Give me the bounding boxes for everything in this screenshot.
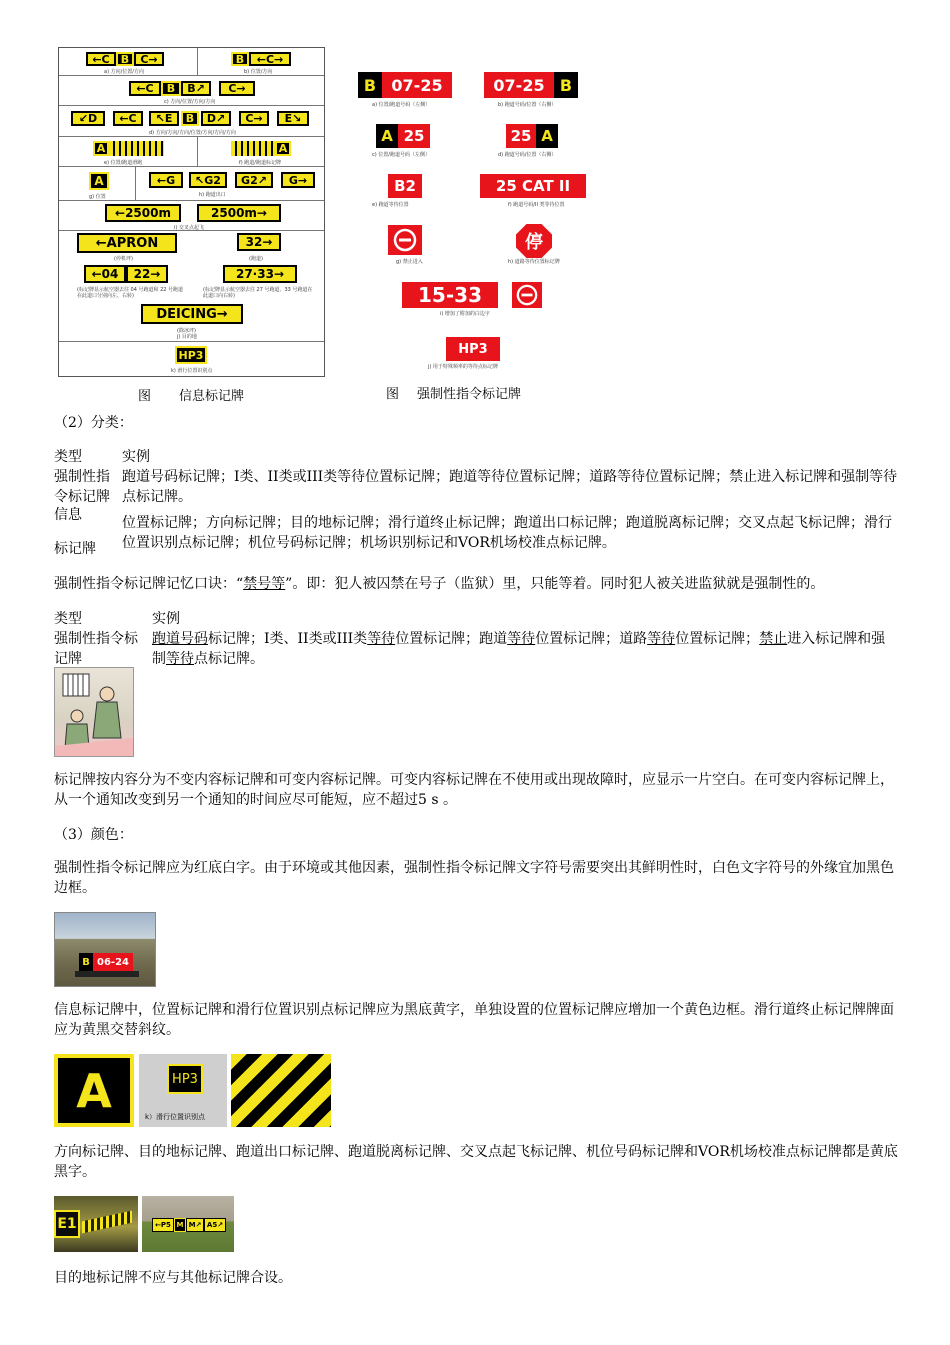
- location-sign: E1: [54, 1210, 80, 1238]
- sign-runway-designation: 07-25: [382, 72, 452, 98]
- figure-row: [59, 201, 324, 231]
- red-sign-paragraph: 强制性指令标记牌应为红底白字。由于环境或其他因素，强制性指令标记牌文字符号需要突出其鲜明性时，白色文字符号的外缘宜加黑色边框。: [54, 860, 894, 896]
- sign-direction: A5↗: [204, 1218, 226, 1232]
- sign-direction: ↖E: [149, 111, 179, 126]
- sign-caption: d) 跑道号码/位置（右侧）: [498, 152, 557, 158]
- sign-caption: h) 道路等待位置标记牌: [508, 259, 560, 265]
- sign-runway-exit: G→: [281, 172, 315, 188]
- sign-location: B: [181, 111, 199, 126]
- sign-caption: g) 禁止进入: [396, 259, 423, 265]
- sign-runway-designation: 07-25: [484, 72, 554, 98]
- red-sign-photo: [54, 912, 156, 987]
- sign-caption: c) 方向/位置/方向/方向: [164, 99, 216, 105]
- sign-destination: ←04: [84, 265, 126, 283]
- stop-sign: [514, 222, 554, 260]
- sign-direction: D↗: [201, 111, 231, 126]
- no-entry-sign: [388, 225, 422, 255]
- location-sign-sample: [54, 1054, 134, 1127]
- sign-runway-exit: ↖G2: [189, 172, 227, 188]
- sign-destination: 27·33→: [223, 265, 297, 283]
- sign-direction: M↗: [186, 1218, 204, 1232]
- direction-sign-photo: [54, 1196, 138, 1252]
- table-cell-type: 标记牌: [54, 541, 96, 557]
- table-header-type: 类型: [54, 449, 82, 465]
- figure-caption: 图 强制性指令标记牌: [386, 387, 522, 402]
- figure-row: [59, 106, 324, 137]
- sign-direction: ←C: [86, 52, 116, 66]
- info-sign-figure: [58, 47, 325, 377]
- sign-location: B: [161, 81, 181, 96]
- hp-sign-sample: [139, 1054, 227, 1127]
- table-cell-type: 信息: [54, 507, 82, 523]
- figure-row: [59, 342, 324, 376]
- divider: [197, 137, 198, 167]
- sign-caption: j) 用于特殊频率的等待点标记牌: [428, 364, 498, 370]
- sign-caption: f) 跑道号码/II 类等待位置: [508, 202, 565, 208]
- sign-caption: f) 跑道/跑道标记牌: [239, 160, 281, 166]
- table-cell-example: 位置标记牌；方向标记牌；目的地标记牌；滑行道终止标记牌；跑道出口标记牌；跑道脱离标记牌；交叉点起飞标记牌；滑行位置识别点标记牌；机位号码标记牌；机场识别标记和VOR机场校准点标记牌。: [122, 515, 892, 551]
- figure-row: [59, 48, 324, 76]
- sign-caption: (停机坪): [114, 256, 133, 262]
- sign-location: M: [174, 1218, 186, 1232]
- sign-cat-holding: 25 CAT II: [480, 174, 586, 198]
- sign-direction: ←C→: [249, 52, 291, 66]
- sign-caption: k) 滑行位置识别点: [171, 368, 213, 374]
- yellow-sign-paragraph: 方向标记牌、目的地标记牌、跑道出口标记牌、跑道脱离标记牌、交叉点起飞标记牌、机位号码标记牌和VOR机场校准点标记牌都是黄底黑字。: [54, 1144, 898, 1180]
- sign-destination: ←APRON: [77, 233, 177, 253]
- sign-caption: g) 位置: [89, 194, 106, 200]
- cartoon-illustration: [55, 668, 133, 756]
- variable-sign-paragraph: 标记牌按内容分为不变内容标记牌和可变内容标记牌。可变内容标记牌在不使用或出现故障时，应显示一片空白。在可变内容标记牌上，从一个通知改变到另一个通知的时间应尽可能短，应不超过5 s 。: [54, 772, 894, 808]
- sign-location: B: [79, 953, 93, 971]
- table-header-type: 类型: [54, 611, 82, 627]
- sign-caption: b) 位置/方向: [244, 69, 273, 75]
- taxiway-lights: [82, 1211, 132, 1234]
- sign-caption: e) 位置/跑道滑跑: [104, 160, 143, 166]
- sign-location: B: [116, 52, 134, 66]
- mnemonic-paragraph: 强制性指令标记牌记忆口诀：“禁号等”。即：犯人被囚禁在号子（监狱）里，只能等着。同时犯人被关进监狱就是强制性的。: [54, 576, 825, 592]
- sign-runway-designation: 15-33: [402, 282, 498, 308]
- sign-direction: C→: [219, 81, 255, 96]
- sign-location: B: [358, 72, 382, 98]
- sign-direction: B↗: [181, 81, 211, 96]
- figure-caption: 图 信息标记牌: [138, 389, 245, 404]
- sign-direction: E↘: [277, 111, 309, 126]
- table-cell-type: 记牌: [54, 651, 82, 667]
- table-cell-type: 令标记牌: [54, 489, 110, 505]
- sign-runway-designation: 06-24: [93, 953, 133, 971]
- table-cell-example: 跑道号码标记牌；I类、II类或III类等待位置标记牌；跑道等待位置标记牌；道路等待位置标记牌；禁止进入标记牌和强制等待点标记牌。: [122, 469, 898, 505]
- sign-destination: 32→: [237, 233, 281, 251]
- sign-runway-designation: 25: [506, 124, 536, 148]
- section-heading: （3）颜色：: [54, 827, 133, 843]
- holding-point-sign: HP3: [167, 1064, 203, 1094]
- sign-location: A: [536, 124, 558, 148]
- table-header-example: 实例: [152, 611, 180, 627]
- sign-runway-holding: B2: [388, 174, 422, 198]
- sign-holding-point: HP3: [446, 337, 500, 361]
- sign-location: A: [89, 172, 109, 190]
- mandatory-sign-figure: [358, 70, 598, 400]
- info-color-paragraph: 信息标记牌中，位置标记牌和滑行位置识别点标记牌应为黑底黄字，单独设置的位置标记牌应增加一个黄色边框。滑行道终止标记牌牌面应为黄黑交替斜纹。: [54, 1002, 894, 1038]
- sign-array: [152, 1218, 226, 1232]
- figure-row: [59, 167, 324, 201]
- sign-caption: (标记牌显示航空器去往 27 号跑道、33 号跑道在此道口向右转): [203, 287, 313, 299]
- stop-text: 停: [525, 232, 543, 253]
- sign-caption: j) 目的地: [177, 334, 197, 340]
- divider: [135, 167, 136, 201]
- figure-row: [59, 137, 324, 167]
- sign-caption: (跑道): [249, 256, 263, 262]
- sign-runway-exit: G2↗: [235, 172, 273, 188]
- sign-caption: k）滑行位置识别点: [145, 1113, 206, 1121]
- table-cell-type: 强制性指: [54, 469, 110, 485]
- sign-base: [75, 971, 139, 977]
- sign-caption: c) 位置/跑道号码（左侧）: [372, 152, 430, 158]
- sign-caption: (标记牌显示航空器去往 04 号跑道和 22 号跑道在此道口分别向左、右转): [77, 287, 184, 299]
- sign-caption: (除冰坪): [177, 328, 196, 334]
- destination-note-paragraph: 目的地标记牌不应与其他标记牌合设。: [54, 1270, 292, 1286]
- sign-caption: e) 跑道等待位置: [372, 202, 409, 208]
- sign-caption: i) 增加了附加的白边字: [440, 311, 490, 317]
- prisoner-cartoon-image: [54, 667, 134, 757]
- sign-destination: DEICING→: [141, 304, 243, 324]
- figure-row: [59, 231, 324, 342]
- sign-caption: h) 跑道出口: [199, 192, 226, 198]
- section-heading: （2）分类：: [54, 415, 133, 431]
- sign-caption: b) 跑道号码/位置（右侧）: [498, 102, 557, 108]
- sign-intersection-takeoff: 2500m→: [197, 204, 281, 222]
- sign-location: A: [275, 141, 291, 156]
- sign-direction: ←P5: [152, 1218, 174, 1232]
- no-entry-icon: [516, 284, 538, 306]
- sign-caption: i) 交叉点起飞: [174, 225, 204, 231]
- sign-location: B: [554, 72, 578, 98]
- taxiway-end-sign-sample: [231, 1054, 331, 1127]
- location-letter: A: [76, 1063, 112, 1118]
- sign-runway-exit: ←G: [149, 172, 183, 188]
- sign-caption: a) 位置/跑道号码（左侧）: [372, 102, 431, 108]
- taxiway-end-stripes: [109, 141, 164, 156]
- taxiway-end-stripes: [231, 141, 275, 156]
- sign-direction: ←C: [113, 111, 143, 126]
- no-entry-icon: [393, 228, 417, 252]
- sign-location: A: [93, 141, 109, 156]
- sign-direction: ↙D: [71, 111, 105, 126]
- sign-location: A: [376, 124, 398, 148]
- table-cell-example: 跑道号码标记牌；I类、II类或III类等待位置标记牌；跑道等待位置标记牌；道路等待位置标记牌；禁止进入标记牌和强制等待点标记牌。: [152, 631, 886, 667]
- no-entry-sign: [512, 282, 542, 308]
- sign-intersection-takeoff: ←2500m: [105, 204, 181, 222]
- divider: [197, 48, 198, 76]
- figure-row: [59, 76, 324, 106]
- sign-runway-designation: 25: [398, 124, 430, 148]
- sign-destination: 22→: [126, 265, 168, 283]
- table-header-example: 实例: [122, 449, 150, 465]
- table-cell-type: 强制性指令标: [54, 631, 138, 647]
- sign-caption: d) 方向/方向/方向/位置/方向/方向/方向: [149, 130, 236, 136]
- sign-caption: a) 方向/位置/方向: [104, 69, 144, 75]
- sign-location: B: [231, 52, 249, 66]
- sign-direction: C→: [134, 52, 164, 66]
- sign-direction: ←C: [129, 81, 161, 96]
- sign-direction: C→: [239, 111, 269, 126]
- sign-holding-position: HP3: [175, 346, 207, 364]
- field-sign-photo: [142, 1196, 234, 1252]
